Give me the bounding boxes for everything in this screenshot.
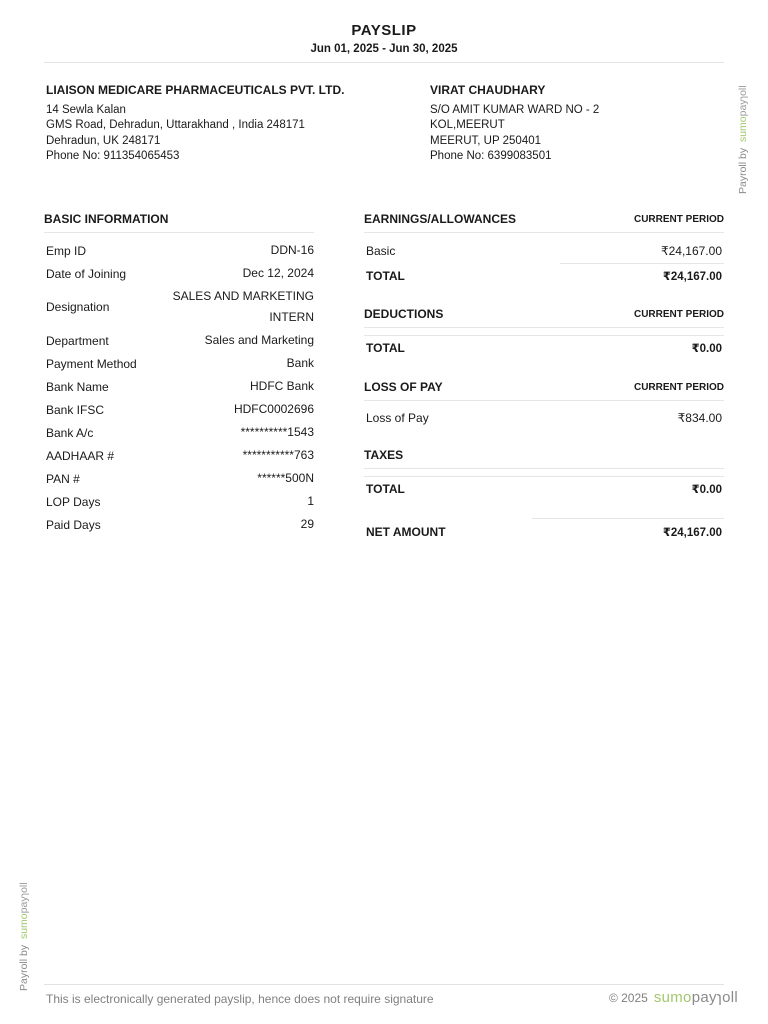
pay-period: Jun 01, 2025 - Jun 30, 2025 xyxy=(310,43,458,55)
deductions-heading: DEDUCTIONS CURRENT PERIOD xyxy=(364,307,724,328)
info-row-bank-account: Bank A/c **********1543 xyxy=(46,425,314,440)
footer-divider xyxy=(44,984,724,985)
sumopayroll-logo: sumopayɿoll xyxy=(653,989,738,1006)
loss-of-pay-heading: LOSS OF PAY CURRENT PERIOD xyxy=(364,380,724,401)
info-row-date-of-joining: Date of Joining Dec 12, 2024 xyxy=(46,266,314,281)
loss-of-pay-column-label: CURRENT PERIOD xyxy=(633,381,724,393)
info-row-lop-days: LOP Days 1 xyxy=(46,494,314,509)
employee-address-line: S/O AMIT KUMAR WARD NO - 2 xyxy=(430,103,600,116)
loss-of-pay-row: Loss of Pay ₹834.00 xyxy=(366,411,722,425)
net-amount-row: NET AMOUNT ₹24,167.00 xyxy=(366,525,722,539)
basic-information-heading: BASIC INFORMATION xyxy=(44,212,314,233)
payroll-by-watermark: Payroll by sumopayɿoll xyxy=(737,85,749,194)
company-address-block xyxy=(46,83,406,165)
info-row-pan: PAN # ******500N xyxy=(46,471,314,486)
sumopayroll-logo: sumopayɿoll xyxy=(18,882,30,940)
header-divider xyxy=(44,62,724,63)
info-row-payment-method: Payment Method Bank xyxy=(46,356,314,371)
company-address-line: Dehradun, UK 248171 xyxy=(46,134,161,147)
net-amount-rule xyxy=(532,518,724,519)
earnings-heading: EARNINGS/ALLOWANCES CURRENT PERIOD xyxy=(364,212,724,233)
employee-address-line: MEERUT, UP 250401 xyxy=(430,134,542,147)
employee-name: VIRAT CHAUDHARY xyxy=(430,83,546,97)
earnings-basic-row: Basic ₹24,167.00 xyxy=(366,244,722,258)
company-address-line: 14 Sewla Kalan xyxy=(46,103,126,116)
payslip-header xyxy=(44,22,724,55)
info-row-bank-name: Bank Name HDFC Bank xyxy=(46,379,314,394)
company-address-line: GMS Road, Dehradun, Uttarakhand , India 248171 xyxy=(46,119,305,131)
taxes-rule xyxy=(364,476,724,477)
deductions-total-row: TOTAL ₹0.00 xyxy=(366,341,722,355)
signature-disclaimer: This is electronically generated payslip, hence does not require signature xyxy=(46,992,434,1006)
sumopayroll-logo: sumopayɿoll xyxy=(737,85,749,143)
copyright: © 2025 xyxy=(608,991,648,1005)
deductions-column-label: CURRENT PERIOD xyxy=(633,308,724,320)
employee-phone: Phone No: 6399083501 xyxy=(430,150,552,162)
company-phone: Phone No: 911354065453 xyxy=(46,150,180,162)
page-title: PAYSLIP xyxy=(351,22,417,39)
deductions-rule xyxy=(364,335,724,336)
info-row-bank-ifsc: Bank IFSC HDFC0002696 xyxy=(46,402,314,417)
footer-branding xyxy=(609,989,738,1006)
info-row-aadhaar: AADHAAR # ***********763 xyxy=(46,448,314,463)
employee-address-line: KOL,MEERUT xyxy=(430,119,505,131)
earnings-total-row: TOTAL ₹24,167.00 xyxy=(366,269,722,283)
info-row-designation: Designation SALES AND MARKETING INTERN xyxy=(46,289,314,324)
earnings-subtotal-rule xyxy=(560,263,724,264)
earnings-column-label: CURRENT PERIOD xyxy=(633,213,724,225)
info-row-paid-days: Paid Days 29 xyxy=(46,517,314,532)
employee-address-block xyxy=(430,83,720,165)
info-row-department: Department Sales and Marketing xyxy=(46,333,314,348)
company-name: LIAISON MEDICARE PHARMACEUTICALS PVT. LTD. xyxy=(46,83,345,97)
payroll-by-watermark-footer: Payroll by sumopayɿoll xyxy=(18,882,30,991)
info-row-emp-id: Emp ID DDN-16 xyxy=(46,243,314,258)
taxes-total-row: TOTAL ₹0.00 xyxy=(366,482,722,496)
taxes-heading: TAXES xyxy=(364,448,724,469)
